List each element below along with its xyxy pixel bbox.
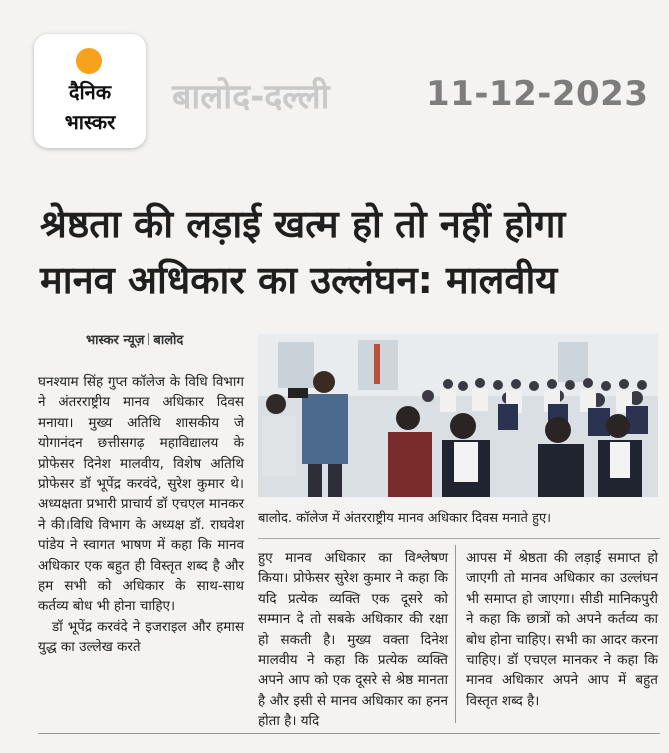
article-column-2: हुए मानव अधिकार का विश्लेषण किया। प्रोफेसर सुरेश कुमार ने कहा कि यदि प्रत्येक व्यक्ति एक दूसरे को सम्मान दे तो सबके अधिकार की रक्षा हो सकती है। मुख्य वक्ता दिनेश मालवीय ने कहा कि प्रत्येक व्यक्ति अपने आप को एक दूसरे से श्रेष्ठ मानता है और इसी से मानव अधिकार का हनन होता है। यदि <box>258 550 448 730</box>
photo-caption: बालोद. कॉलेज में अंतरराष्ट्रीय मानव अधिकार दिवस मनाते हुए। <box>258 511 552 526</box>
byline-place: बालोद <box>153 333 184 348</box>
headline-line-2: मानव अधिकार का उल्लंघन: मालवीय <box>40 258 558 302</box>
headline <box>40 196 644 308</box>
edition-place: बालोद-दल्ली <box>172 77 330 117</box>
article-column-3: आपस में श्रेष्ठता की लड़ाई समाप्त हो जाएगी तो मानव अधिकार का उल्लंघन भी समाप्त हो जाएगा। सीडी मानिकपुरी ने कहा कि छात्रों को अपने कर्तव्य का बोध होना चाहिए। सभी का आदर करना चाहिए। डॉ एचएल मानकर ने कहा कि मानव अधिकार अपने आप में बहुत विस्तृत शब्द है। <box>466 550 658 709</box>
caption-divider <box>258 538 660 539</box>
column-1-paragraph-2: डॉ भूपेंद्र करवंदे ने इजराइल और हमास युद्ध का उल्लेख करते <box>38 618 244 656</box>
column-1-paragraph-1: घनश्याम सिंह गुप्त कॉलेज के विधि विभाग ने अंतरराष्ट्रीय मानव अधिकार दिवस मनाया। मुख्य अतिथि शासकीय जे योगानंदन छत्तीसगढ़ महाविद्यालय के प्रोफेसर दिनेश मालवीय, विशेष अतिथि प्रोफेसर डॉ भूपेंद्र करवंदे, सुरेश कुमार थे। अध्यक्षता प्रभारी प्राचार्य डॉ एचएल मानकर ने की।विधि विभाग के अध्यक्ष डॉ. राघवेश पांडेय ने स्वागत भाषण में कहा कि मानव अधिकार एक बहुत ही विस्तृत शब्द है और हम सभी को अधिकार के साथ-साथ कर्तव्य बोध भी होना चाहिए। <box>38 374 244 615</box>
headline-line-1: श्रेष्ठता की लड़ाई खत्म हो तो नहीं होगा <box>40 202 566 246</box>
edition-date: 11-12-2023 <box>426 74 649 114</box>
classroom-photo-illustration <box>258 334 658 497</box>
byline-source: भास्कर न्यूज़ <box>86 333 145 348</box>
column-divider <box>455 545 456 723</box>
event-photo <box>258 334 658 497</box>
article-column-1 <box>38 372 244 658</box>
logo-text-bhaskar: भास्कर <box>64 110 116 134</box>
bottom-divider <box>38 733 660 734</box>
dainik-bhaskar-logo <box>34 34 146 148</box>
sun-icon <box>76 48 102 74</box>
byline-divider <box>148 333 149 345</box>
byline <box>86 330 183 348</box>
logo-text-dainik: दैनिक <box>68 80 112 104</box>
